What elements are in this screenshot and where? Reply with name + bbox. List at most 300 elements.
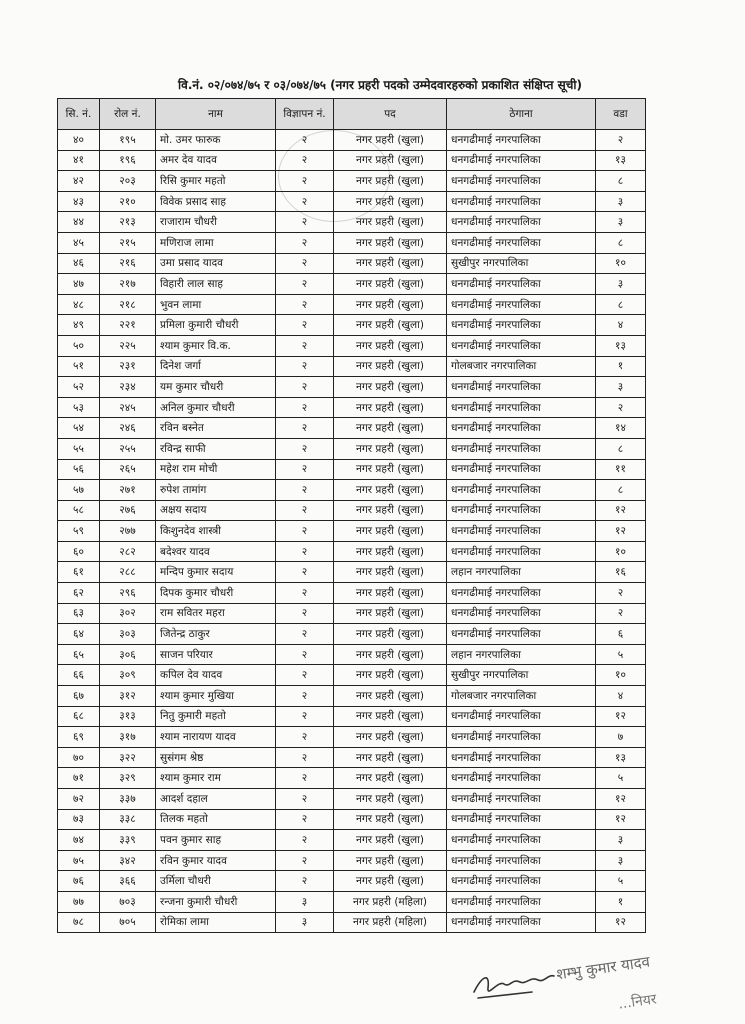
advert-cell: २ (276, 377, 334, 398)
ward-cell: १२ (596, 912, 646, 933)
name-cell: रविन बस्नेत (156, 418, 276, 439)
table-row (58, 789, 646, 810)
roll-cell: ३१३ (100, 706, 156, 727)
post-cell: नगर प्रहरी (खुला) (334, 480, 447, 501)
post-cell: नगर प्रहरी (खुला) (334, 644, 447, 665)
post-cell: नगर प्रहरी (खुला) (334, 624, 447, 645)
serial-cell: ६१ (58, 562, 100, 583)
address-cell: धनगढीमाई नगरपालिका (447, 459, 596, 480)
ward-cell: १ (596, 356, 646, 377)
post-cell: नगर प्रहरी (खुला) (334, 315, 447, 336)
serial-cell: ४५ (58, 232, 100, 253)
table-row (58, 686, 646, 707)
roll-cell: २३४ (100, 377, 156, 398)
advert-cell: २ (276, 294, 334, 315)
name-cell: तिलक महतो (156, 809, 276, 830)
post-cell: नगर प्रहरी (खुला) (334, 232, 447, 253)
advert-cell: २ (276, 274, 334, 295)
serial-cell: ४० (58, 130, 100, 151)
serial-cell: ५२ (58, 377, 100, 398)
advert-cell: २ (276, 768, 334, 789)
serial-cell: ६० (58, 541, 100, 562)
post-cell: नगर प्रहरी (खुला) (334, 541, 447, 562)
advert-cell: २ (276, 789, 334, 810)
post-cell: नगर प्रहरी (खुला) (334, 171, 447, 192)
roll-cell: ३३७ (100, 789, 156, 810)
post-cell: नगर प्रहरी (खुला) (334, 397, 447, 418)
ward-cell: ३ (596, 850, 646, 871)
post-cell: नगर प्रहरी (खुला) (334, 130, 447, 151)
serial-cell: ६५ (58, 644, 100, 665)
roll-cell: ३०९ (100, 665, 156, 686)
table-row (58, 459, 646, 480)
signer-role: ...नियर (617, 991, 658, 1013)
ward-cell: १३ (596, 150, 646, 171)
post-cell: नगर प्रहरी (खुला) (334, 562, 447, 583)
ward-cell: १० (596, 253, 646, 274)
signature-block (468, 952, 728, 1020)
address-cell: धनगढीमाई नगरपालिका (447, 171, 596, 192)
ward-cell: ५ (596, 871, 646, 892)
table-row (58, 871, 646, 892)
advert-cell: २ (276, 150, 334, 171)
address-cell: गोलबजार नगरपालिका (447, 356, 596, 377)
post-cell: नगर प्रहरी (खुला) (334, 274, 447, 295)
ward-cell: ५ (596, 768, 646, 789)
address-cell: धनगढीमाई नगरपालिका (447, 191, 596, 212)
advert-cell: २ (276, 809, 334, 830)
address-cell: धनगढीमाई नगरपालिका (447, 809, 596, 830)
ward-cell: ८ (596, 480, 646, 501)
name-cell: प्रमिला कुमारी चौधरी (156, 315, 276, 336)
address-cell: धनगढीमाई नगरपालिका (447, 315, 596, 336)
name-cell: अक्षय सदाय (156, 500, 276, 521)
address-cell: धनगढीमाई नगरपालिका (447, 521, 596, 542)
post-cell: नगर प्रहरी (खुला) (334, 583, 447, 604)
advert-cell: २ (276, 253, 334, 274)
address-cell: धनगढीमाई नगरपालिका (447, 891, 596, 912)
address-cell: धनगढीमाई नगरपालिका (447, 335, 596, 356)
name-cell: रन्जना कुमारी चौधरी (156, 891, 276, 912)
serial-cell: ५१ (58, 356, 100, 377)
post-cell: नगर प्रहरी (महिला) (334, 891, 447, 912)
roll-cell: २८८ (100, 562, 156, 583)
name-cell: राम सवितर महरा (156, 603, 276, 624)
table-row (58, 727, 646, 748)
post-cell: नगर प्रहरी (खुला) (334, 706, 447, 727)
post-cell: नगर प्रहरी (खुला) (334, 253, 447, 274)
address-cell: धनगढीमाई नगरपालिका (447, 418, 596, 439)
serial-cell: ६४ (58, 624, 100, 645)
roll-cell: २१३ (100, 212, 156, 233)
advert-cell: २ (276, 191, 334, 212)
advert-cell: २ (276, 356, 334, 377)
table-row (58, 253, 646, 274)
name-cell: रिसि कुमार महतो (156, 171, 276, 192)
serial-cell: ५४ (58, 418, 100, 439)
name-cell: मन्दिप कुमार सदाय (156, 562, 276, 583)
ward-cell: ३ (596, 274, 646, 295)
table-row (58, 397, 646, 418)
table-row (58, 418, 646, 439)
ward-cell: ८ (596, 438, 646, 459)
post-cell: नगर प्रहरी (खुला) (334, 603, 447, 624)
serial-cell: ७१ (58, 768, 100, 789)
post-cell: नगर प्रहरी (खुला) (334, 768, 447, 789)
name-cell: कपिल देव यादव (156, 665, 276, 686)
advert-cell: ३ (276, 912, 334, 933)
table-row (58, 377, 646, 398)
post-cell: नगर प्रहरी (खुला) (334, 150, 447, 171)
roll-cell: २५५ (100, 438, 156, 459)
advert-cell: २ (276, 850, 334, 871)
address-cell: धनगढीमाई नगरपालिका (447, 727, 596, 748)
name-cell: रविन्द्र साफी (156, 438, 276, 459)
advert-cell: २ (276, 418, 334, 439)
roll-cell: २८२ (100, 541, 156, 562)
table-row (58, 150, 646, 171)
ward-cell: १० (596, 665, 646, 686)
address-cell: धनगढीमाई नगरपालिका (447, 768, 596, 789)
advert-cell: २ (276, 665, 334, 686)
name-cell: श्याम कुमार वि.क. (156, 335, 276, 356)
name-cell: दिपक कुमार चौधरी (156, 583, 276, 604)
table-row (58, 665, 646, 686)
name-cell: भुवन लामा (156, 294, 276, 315)
address-cell: गोलबजार नगरपालिका (447, 686, 596, 707)
post-cell: नगर प्रहरी (खुला) (334, 356, 447, 377)
serial-cell: ७२ (58, 789, 100, 810)
name-cell: उर्मिला चौधरी (156, 871, 276, 892)
roll-cell: ३३९ (100, 830, 156, 851)
address-cell: धनगढीमाई नगरपालिका (447, 850, 596, 871)
address-cell: धनगढीमाई नगरपालिका (447, 500, 596, 521)
name-cell: जितेन्द्र ठाकुर (156, 624, 276, 645)
serial-cell: ७८ (58, 912, 100, 933)
roll-cell: ३४२ (100, 850, 156, 871)
advert-cell: २ (276, 706, 334, 727)
address-cell: धनगढीमाई नगरपालिका (447, 871, 596, 892)
table-row (58, 603, 646, 624)
advert-cell: २ (276, 541, 334, 562)
serial-cell: ५८ (58, 500, 100, 521)
serial-cell: ५६ (58, 459, 100, 480)
serial-cell: ६८ (58, 706, 100, 727)
advert-cell: २ (276, 644, 334, 665)
post-cell: नगर प्रहरी (खुला) (334, 727, 447, 748)
name-cell: विवेक प्रसाद साह (156, 191, 276, 212)
post-cell: नगर प्रहरी (खुला) (334, 294, 447, 315)
table-row (58, 130, 646, 151)
name-cell: श्याम कुमार मुखिया (156, 686, 276, 707)
ward-cell: १६ (596, 562, 646, 583)
ward-cell: १० (596, 541, 646, 562)
name-cell: राजाराम चौधरी (156, 212, 276, 233)
ward-cell: ७ (596, 727, 646, 748)
table-row (58, 438, 646, 459)
advert-cell: ३ (276, 891, 334, 912)
document-title: वि.नं. ०२/०७४/७५ र ०३/०७४/७५ (नगर प्रहरी पदको उम्मेदवारहरुको प्रकाशित संक्षिप्त सूची) (178, 78, 582, 92)
ward-cell: १२ (596, 809, 646, 830)
address-cell: धनगढीमाई नगरपालिका (447, 912, 596, 933)
ward-cell: १ (596, 891, 646, 912)
roll-cell: ३३८ (100, 809, 156, 830)
advert-cell: २ (276, 315, 334, 336)
ward-cell: १२ (596, 789, 646, 810)
roll-cell: २०३ (100, 171, 156, 192)
roll-cell: ३०६ (100, 644, 156, 665)
roll-cell: ३२२ (100, 747, 156, 768)
name-cell: किशुनदेव शास्त्री (156, 521, 276, 542)
serial-cell: ७३ (58, 809, 100, 830)
advert-cell: २ (276, 171, 334, 192)
table-body (58, 130, 646, 933)
roll-cell: ७०५ (100, 912, 156, 933)
ward-cell: २ (596, 397, 646, 418)
post-cell: नगर प्रहरी (खुला) (334, 850, 447, 871)
roll-cell: २७६ (100, 500, 156, 521)
table-row (58, 171, 646, 192)
ward-cell: २ (596, 130, 646, 151)
table-row (58, 809, 646, 830)
serial-cell: ४३ (58, 191, 100, 212)
name-cell: श्याम नारायण यादव (156, 727, 276, 748)
header-serial: सि. नं. (58, 99, 100, 130)
header-ward: वडा (596, 99, 646, 130)
roll-cell: २३१ (100, 356, 156, 377)
post-cell: नगर प्रहरी (खुला) (334, 459, 447, 480)
serial-cell: ६६ (58, 665, 100, 686)
address-cell: लहान नगरपालिका (447, 644, 596, 665)
header-advert-no: विज्ञापन नं. (276, 99, 334, 130)
advert-cell: २ (276, 686, 334, 707)
advert-cell: २ (276, 871, 334, 892)
ward-cell: ४ (596, 315, 646, 336)
address-cell: धनगढीमाई नगरपालिका (447, 830, 596, 851)
advert-cell: २ (276, 397, 334, 418)
table-row (58, 891, 646, 912)
ward-cell: २ (596, 603, 646, 624)
advert-cell: २ (276, 603, 334, 624)
roll-cell: ३१२ (100, 686, 156, 707)
ward-cell: ११ (596, 459, 646, 480)
address-cell: धनगढीमाई नगरपालिका (447, 274, 596, 295)
ward-cell: १४ (596, 418, 646, 439)
table-row (58, 583, 646, 604)
signer-name: शम्भु कुमार यादव (555, 952, 651, 984)
table-row (58, 191, 646, 212)
serial-cell: ५७ (58, 480, 100, 501)
ward-cell: १२ (596, 706, 646, 727)
serial-cell: ६२ (58, 583, 100, 604)
ward-cell: ६ (596, 624, 646, 645)
serial-cell: ४७ (58, 274, 100, 295)
roll-cell: २४६ (100, 418, 156, 439)
header-post: पद (334, 99, 447, 130)
advert-cell: २ (276, 232, 334, 253)
name-cell: बदेश्वर यादव (156, 541, 276, 562)
address-cell: धनगढीमाई नगरपालिका (447, 480, 596, 501)
advert-cell: २ (276, 562, 334, 583)
post-cell: नगर प्रहरी (खुला) (334, 438, 447, 459)
address-cell: धनगढीमाई नगरपालिका (447, 294, 596, 315)
advert-cell: २ (276, 459, 334, 480)
post-cell: नगर प्रहरी (खुला) (334, 871, 447, 892)
roll-cell: २१५ (100, 232, 156, 253)
roll-cell: १९६ (100, 150, 156, 171)
address-cell: धनगढीमाई नगरपालिका (447, 583, 596, 604)
post-cell: नगर प्रहरी (खुला) (334, 665, 447, 686)
post-cell: नगर प्रहरी (खुला) (334, 686, 447, 707)
serial-cell: ४९ (58, 315, 100, 336)
serial-cell: ५९ (58, 521, 100, 542)
table-row (58, 232, 646, 253)
name-cell: रुपेश तामांग (156, 480, 276, 501)
serial-cell: ४६ (58, 253, 100, 274)
header-name: नाम (156, 99, 276, 130)
name-cell: उमा प्रसाद यादव (156, 253, 276, 274)
advert-cell: २ (276, 624, 334, 645)
name-cell: मो. उमर फारुक (156, 130, 276, 151)
address-cell: धनगढीमाई नगरपालिका (447, 706, 596, 727)
advert-cell: २ (276, 130, 334, 151)
table-row (58, 212, 646, 233)
address-cell: धनगढीमाई नगरपालिका (447, 232, 596, 253)
roll-cell: ७०३ (100, 891, 156, 912)
name-cell: सुसंगम श्रेष्ठ (156, 747, 276, 768)
roll-cell: ३२९ (100, 768, 156, 789)
ward-cell: ५ (596, 644, 646, 665)
serial-cell: ७६ (58, 871, 100, 892)
table-row (58, 912, 646, 933)
advert-cell: २ (276, 583, 334, 604)
address-cell: सुखीपुर नगरपालिका (447, 253, 596, 274)
roll-cell: २२१ (100, 315, 156, 336)
table-row (58, 624, 646, 645)
roll-cell: २१७ (100, 274, 156, 295)
name-cell: मणिराज लामा (156, 232, 276, 253)
roll-cell: २२५ (100, 335, 156, 356)
address-cell: धनगढीमाई नगरपालिका (447, 541, 596, 562)
name-cell: अमर देव यादव (156, 150, 276, 171)
serial-cell: ४८ (58, 294, 100, 315)
name-cell: आदर्श दहाल (156, 789, 276, 810)
post-cell: नगर प्रहरी (खुला) (334, 418, 447, 439)
table-row (58, 480, 646, 501)
ward-cell: ८ (596, 294, 646, 315)
table-row (58, 294, 646, 315)
roll-cell: २४५ (100, 397, 156, 418)
advert-cell: २ (276, 335, 334, 356)
table-row (58, 521, 646, 542)
ward-cell: १३ (596, 747, 646, 768)
serial-cell: ४४ (58, 212, 100, 233)
table-row (58, 500, 646, 521)
post-cell: नगर प्रहरी (खुला) (334, 521, 447, 542)
table-row (58, 274, 646, 295)
name-cell: श्याम कुमार राम (156, 768, 276, 789)
roll-cell: २९६ (100, 583, 156, 604)
table-header-row (58, 99, 646, 130)
advert-cell: २ (276, 747, 334, 768)
handwritten-signature (468, 958, 568, 1008)
table-row (58, 644, 646, 665)
table-row (58, 356, 646, 377)
advert-cell: २ (276, 727, 334, 748)
serial-cell: ७४ (58, 830, 100, 851)
serial-cell: ४२ (58, 171, 100, 192)
serial-cell: ७५ (58, 850, 100, 871)
table-row (58, 850, 646, 871)
ward-cell: ८ (596, 171, 646, 192)
roll-cell: २७१ (100, 480, 156, 501)
name-cell: दिनेश जर्गा (156, 356, 276, 377)
post-cell: नगर प्रहरी (खुला) (334, 377, 447, 398)
roll-cell: २७७ (100, 521, 156, 542)
post-cell: नगर प्रहरी (खुला) (334, 747, 447, 768)
roll-cell: २६५ (100, 459, 156, 480)
serial-cell: ५३ (58, 397, 100, 418)
post-cell: नगर प्रहरी (खुला) (334, 789, 447, 810)
roll-cell: ३०३ (100, 624, 156, 645)
header-roll: रोल नं. (100, 99, 156, 130)
roll-cell: २१० (100, 191, 156, 212)
name-cell: यम कुमार चौधरी (156, 377, 276, 398)
address-cell: धनगढीमाई नगरपालिका (447, 130, 596, 151)
ward-cell: ३ (596, 377, 646, 398)
name-cell: रोमिका लामा (156, 912, 276, 933)
serial-cell: ७० (58, 747, 100, 768)
address-cell: धनगढीमाई नगरपालिका (447, 397, 596, 418)
name-cell: पवन कुमार साह (156, 830, 276, 851)
roll-cell: २१६ (100, 253, 156, 274)
name-cell: अनिल कुमार चौधरी (156, 397, 276, 418)
serial-cell: ५५ (58, 438, 100, 459)
address-cell: धनगढीमाई नगरपालिका (447, 377, 596, 398)
address-cell: धनगढीमाई नगरपालिका (447, 624, 596, 645)
ward-cell: १३ (596, 335, 646, 356)
roll-cell: २१८ (100, 294, 156, 315)
advert-cell: २ (276, 212, 334, 233)
roll-cell: ३०२ (100, 603, 156, 624)
roll-cell: १९५ (100, 130, 156, 151)
advert-cell: २ (276, 521, 334, 542)
table-row (58, 747, 646, 768)
ward-cell: १२ (596, 500, 646, 521)
name-cell: विहारी लाल साह (156, 274, 276, 295)
table-row (58, 768, 646, 789)
ward-cell: २ (596, 583, 646, 604)
ward-cell: ३ (596, 191, 646, 212)
advert-cell: २ (276, 830, 334, 851)
post-cell: नगर प्रहरी (खुला) (334, 191, 447, 212)
candidate-table (57, 98, 646, 933)
ward-cell: ८ (596, 232, 646, 253)
roll-cell: ३१७ (100, 727, 156, 748)
address-cell: धनगढीमाई नगरपालिका (447, 212, 596, 233)
post-cell: नगर प्रहरी (खुला) (334, 212, 447, 233)
name-cell: साजन परियार (156, 644, 276, 665)
serial-cell: ५० (58, 335, 100, 356)
serial-cell: ४१ (58, 150, 100, 171)
advert-cell: २ (276, 500, 334, 521)
ward-cell: ३ (596, 212, 646, 233)
post-cell: नगर प्रहरी (खुला) (334, 809, 447, 830)
header-address: ठेगाना (447, 99, 596, 130)
table-row (58, 335, 646, 356)
advert-cell: २ (276, 480, 334, 501)
address-cell: सुखीपुर नगरपालिका (447, 665, 596, 686)
